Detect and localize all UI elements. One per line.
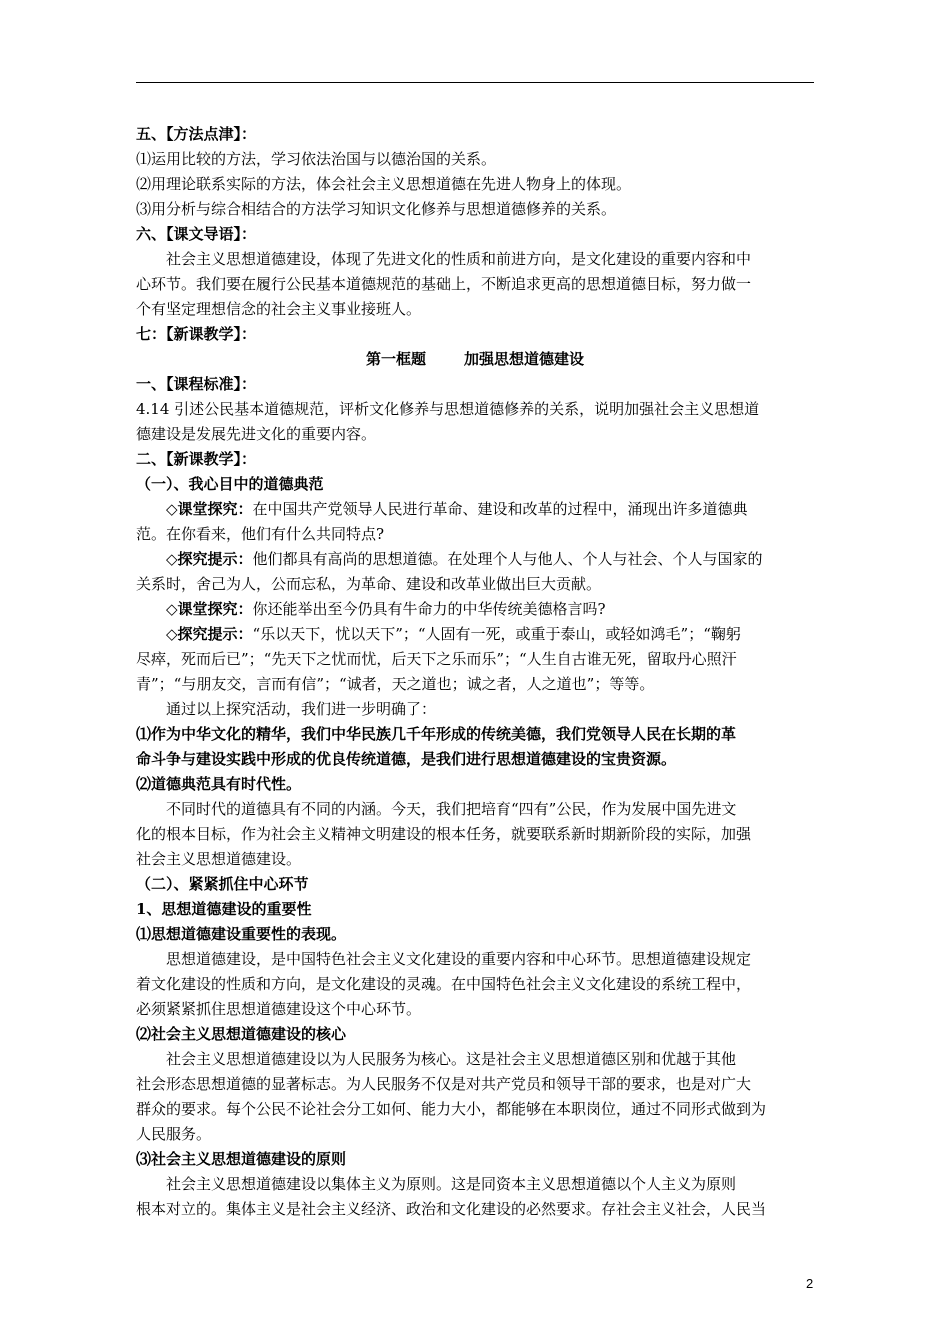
standard-heading: 一、【课程标准】： [136,375,257,393]
explore-2 [136,597,814,622]
p2-line: 社会形态思想道德的显著标志。为人民服务不仅是对共产党员和领导干部的要求，也是对广大 [136,1075,752,1093]
p1-line: 必须紧紧抓住思想道德建设这个中心环节。 [136,1000,422,1018]
hint-text: 他们都具有高尚的思想道德。在处理个人与他人、个人与社会、个人与国家的 [252,550,763,568]
point-2-heading: ⑵道德典范具有时代性。 [136,775,302,793]
subsection-1-heading: （一）、我心目中的道德典范 [136,475,324,493]
point-2-line: 化的根本目标，作为社会主义精神文明建设的根本任务，就要联系新时期新阶段的实际，加强 [136,825,752,843]
teaching-heading: 二、【新课教学】： [136,450,257,468]
explore-label: ◇课堂探究： [166,500,253,518]
method-item: ⑴运用比较的方法，学习依法治国与以德治国的关系。 [136,150,497,168]
subsection-2-heading: （二）、紧紧抓住中心环节 [136,875,309,893]
frame-title-number: 第一框题 [365,350,426,368]
explore-1 [136,497,814,522]
explore-text: 你还能举出至今仍具有牛命力的中华传统美德格言吗? [252,600,606,618]
hint-text: 关系时，舍己为人，公而忘私，为革命、建设和改革业做出巨大贡献。 [136,575,602,593]
p1-line: 思想道德建设，是中国特色社会主义文化建设的重要内容和中心环节。思想道德建设规定 [166,950,752,968]
intro-line: 社会主义思想道德建设，体现了先进文化的性质和前进方向，是文化建设的重要内容和中 [166,250,752,268]
frame-title [136,347,814,372]
hint-2 [136,622,814,647]
point-2-line: 不同时代的道德具有不同的内涵。今天，我们把培育“四有”公民，作为发展中国先进文 [166,800,737,818]
p3-heading: ⑶社会主义思想道德建设的原则 [136,1150,347,1168]
p2-line: 群众的要求。每个公民不论社会分工如何、能力大小，都能够在本职岗位，通过不同形式做到为 [136,1100,767,1118]
hint-text: “乐以天下，忧以天下”；“人固有一死，或重于泰山，或轻如鸿毛”；“鞠躬 [252,625,741,643]
frame-title-text: 加强思想道德建设 [464,350,585,368]
hint-1 [136,547,814,572]
method-item: ⑵用理论联系实际的方法，体会社会主义思想道德在先进人物身上的体现。 [136,175,632,193]
method-item: ⑶用分析与综合相结合的方法学习知识文化修养与思想道德修养的关系。 [136,200,617,218]
conclusion-intro: 通过以上探究活动，我们进一步明确了： [166,700,437,718]
explore-text: 范。在你看来，他们有什么共同特点? [136,525,385,543]
p2-heading: ⑵社会主义思想道德建设的核心 [136,1025,347,1043]
p2-line: 社会主义思想道德建设以为人民服务为核心。这是社会主义思想道德区别和优越于其他 [166,1050,737,1068]
p1-line: 着文化建设的性质和方向，是文化建设的灵魂。在中国特色社会主义文化建设的系统工程中， [136,975,752,993]
point-2-line: 社会主义思想道德建设。 [136,850,302,868]
section-7-heading: 七：【新课教学】： [136,325,257,343]
hint-label: ◇探究提示： [166,625,253,643]
standard-line: 4.14 引述公民基本道德规范，评析文化修养与思想道德修养的关系，说明加强社会主义思想道 [136,400,760,418]
p2-line: 人民服务。 [136,1125,212,1143]
hint-text: 青”；“与朋友交，言而有信”；“诚者，天之道也；诚之者，人之道也”；等等。 [136,675,655,693]
document-body [136,122,814,1222]
p3-line: 根本对立的。集体主义是社会主义经济、政治和文化建设的必然要求。存社会主义社会，人民当 [136,1200,767,1218]
standard-line: 德建设是发展先进文化的重要内容。 [136,425,377,443]
explore-text: 在中国共产党领导人民进行革命、建设和改革的过程中，涌现出许多道德典 [252,500,748,518]
page-number: 2 [806,1276,814,1291]
hint-label: ◇探究提示： [166,550,253,568]
point-1-line: 命斗争与建设实践中形成的优良传统道德，是我们进行思想道德建设的宝贵资源。 [136,750,677,768]
intro-line: 心环节。我们要在履行公民基本道德规范的基础上，不断追求更高的思想道德目标，努力做一 [136,275,752,293]
hint-text: 尽瘁，死而后已”；“先天下之忧而忧，后天下之乐而乐”；“人生自古谁无死，留取丹心照汗 [136,650,737,668]
section-6-heading: 六、【课文导语】： [136,225,257,243]
p3-line: 社会主义思想道德建设以集体主义为原则。这是同资本主义思想道德以个人主义为原则 [166,1175,737,1193]
p1-heading: ⑴思想道德建设重要性的表现。 [136,925,347,943]
intro-line: 个有坚定理想信念的社会主义事业接班人。 [136,300,422,318]
point-1-line: ⑴作为中华文化的精华，我们中华民族几千年形成的传统美德，我们党领导人民在长期的革 [136,725,737,743]
subsection-2-1-heading: 1、思想道德建设的重要性 [136,900,312,918]
header-rule [136,82,814,83]
explore-label: ◇课堂探究： [166,600,253,618]
section-5-heading: 五、【方法点津】： [136,125,257,143]
